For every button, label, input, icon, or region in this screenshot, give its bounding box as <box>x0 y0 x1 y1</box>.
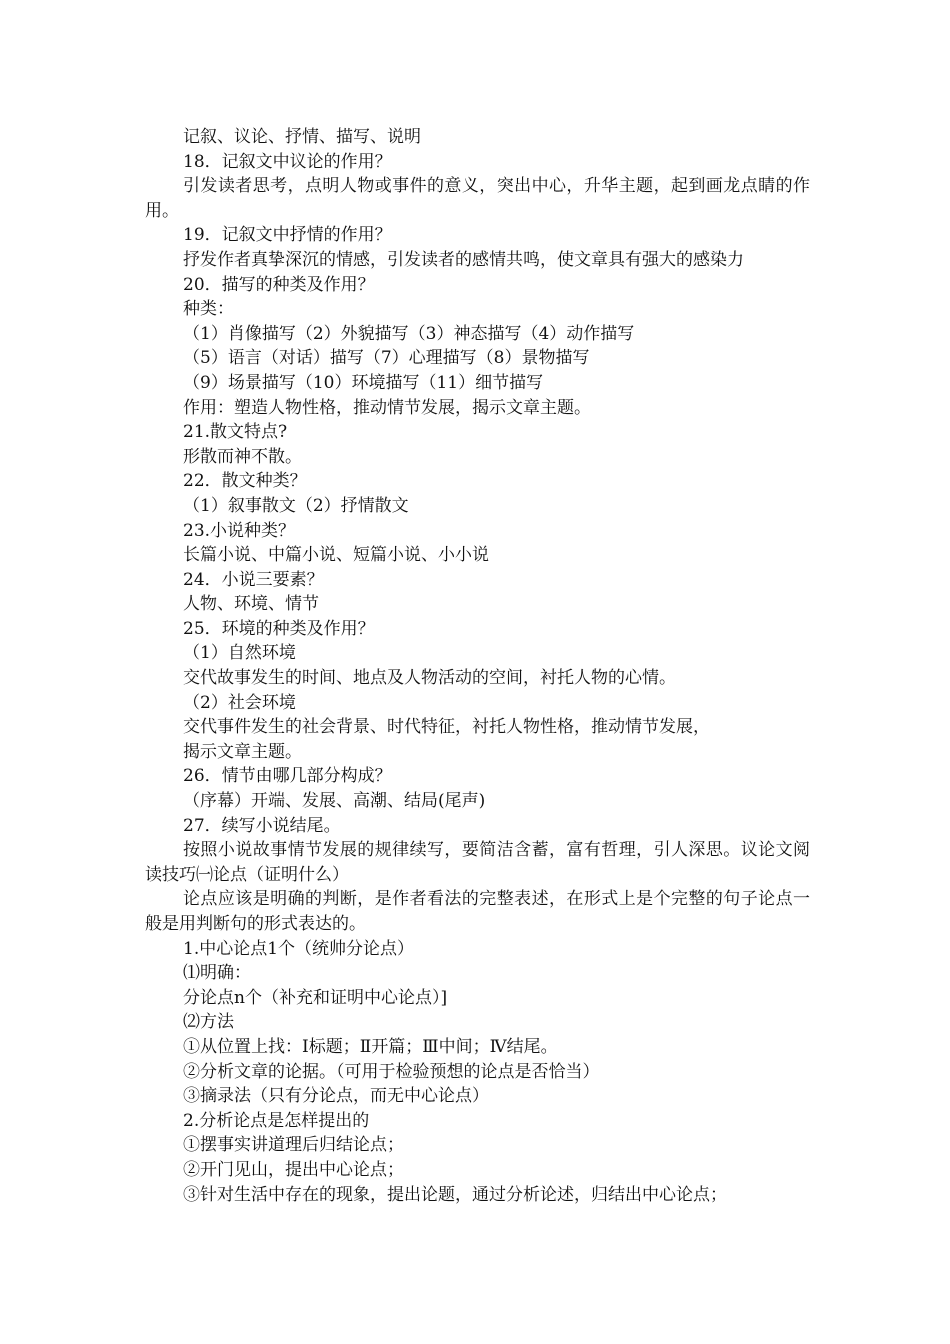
question-heading: 19．记叙文中抒情的作用？ <box>183 225 392 246</box>
text-line: （1）肖像描写（2）外貌描写（3）神态描写（4）动作描写 <box>183 323 635 344</box>
text-line: ⑵方法 <box>183 1012 234 1033</box>
text-line: 人物、环境、情节 <box>183 594 319 615</box>
section-heading: 1.中心论点1个（统帅分论点） <box>183 938 415 959</box>
question-heading: 20．描写的种类及作用？ <box>183 274 375 295</box>
text-line: ①摆事实讲道理后归结论点； <box>183 1135 404 1156</box>
text-line: 作用：塑造人物性格，推动情节发展，揭示文章主题。 <box>183 397 591 418</box>
text-line: ③摘录法（只有分论点，而无中心论点） <box>183 1086 489 1107</box>
text-line: 抒发作者真挚深沉的情感，引发读者的感情共鸣，使文章具有强大的感染力 <box>183 249 744 270</box>
question-heading: 25．环境的种类及作用？ <box>183 618 375 639</box>
document-body <box>145 125 810 1207</box>
text-line: ⑴明确： <box>183 963 251 984</box>
text-line: 分论点n个（补充和证明中心论点）] <box>183 987 448 1008</box>
text-line: ①从位置上找：Ⅰ标题；Ⅱ开篇；Ⅲ中间；Ⅳ结尾。 <box>183 1036 558 1057</box>
text-line: 形散而神不散。 <box>183 446 302 467</box>
text-line: ②分析文章的论据。（可用于检验预想的论点是否恰当） <box>183 1061 600 1082</box>
question-heading: 27．续写小说结尾。 <box>183 815 341 836</box>
question-heading: 21.散文特点? <box>183 422 288 443</box>
text-line: 交代事件发生的社会背景、时代特征，衬托人物性格，推动情节发展， <box>183 717 710 738</box>
text-line: ②开门见山，提出中心论点； <box>183 1159 404 1180</box>
text-line: （1）自然环境 <box>183 643 296 664</box>
question-heading: 26．情节由哪几部分构成？ <box>183 766 392 787</box>
text-paragraph: 按照小说故事情节发展的规律续写，要简洁含蓄，富有哲理，引人深思。议论文阅读技巧㈠论点（证明什么） <box>145 840 810 885</box>
text-line: 记叙、议论、抒情、描写、说明 <box>183 127 421 147</box>
text-paragraph: 引发读者思考，点明人物或事件的意义，突出中心，升华主题，起到画龙点睛的作用。 <box>145 176 810 221</box>
question-heading: 24．小说三要素？ <box>183 569 324 590</box>
text-line: （2）社会环境 <box>183 692 296 713</box>
section-heading: 2.分析论点是怎样提出的 <box>183 1110 370 1131</box>
question-heading: 18．记叙文中议论的作用？ <box>183 151 392 172</box>
text-line: ③针对生活中存在的现象，提出论题，通过分析论述，归结出中心论点； <box>183 1184 727 1205</box>
text-line: 长篇小说、中篇小说、短篇小说、小小说 <box>183 545 489 566</box>
text-line: 交代故事发生的时间、地点及人物活动的空间，衬托人物的心情。 <box>183 668 676 689</box>
text-line: （5）语言（对话）描写（7）心理描写（8）景物描写 <box>183 348 590 369</box>
text-line: （1）叙事散文（2）抒情散文 <box>183 495 409 516</box>
question-heading: 23.小说种类？ <box>183 520 296 541</box>
question-heading: 22．散文种类？ <box>183 471 307 492</box>
text-line: 种类： <box>183 299 234 320</box>
text-paragraph: 论点应该是明确的判断，是作者看法的完整表述，在形式上是个完整的句子论点一般是用判断句的形式表达的。 <box>145 889 810 934</box>
text-line: （9）场景描写（10）环境描写（11）细节描写 <box>183 372 544 393</box>
text-line: （序幕）开端、发展、高潮、结局(尾声) <box>183 791 486 812</box>
text-line: 揭示文章主题。 <box>183 741 302 762</box>
